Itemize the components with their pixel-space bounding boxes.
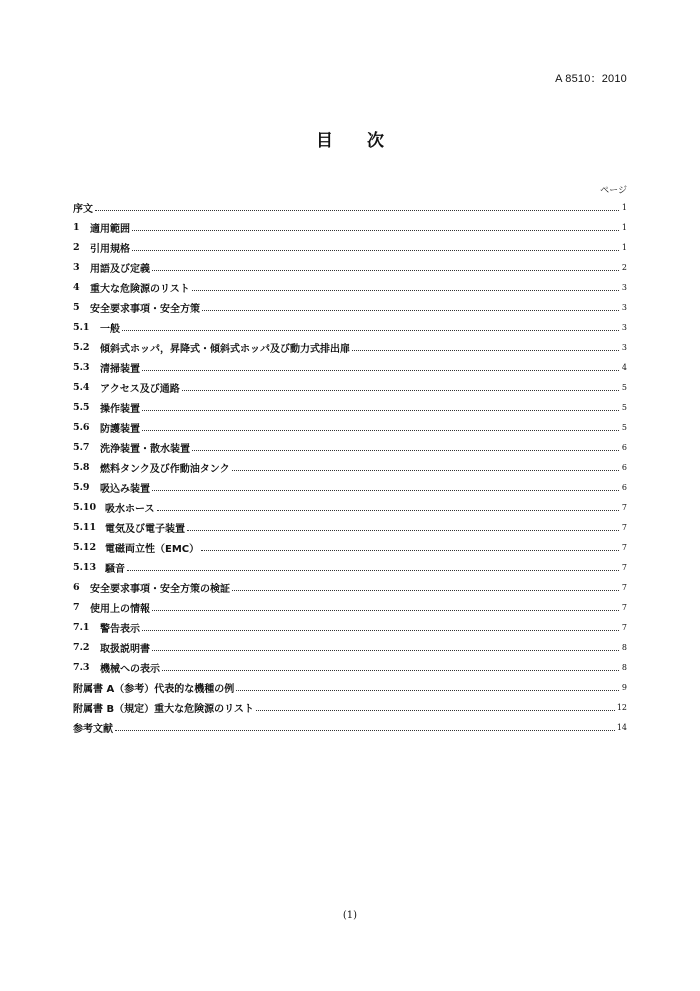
toc-entry-title: 使用上の情報 — [90, 603, 150, 615]
toc-entry[interactable] — [73, 477, 627, 497]
toc-entry[interactable] — [73, 697, 627, 717]
toc-entry-title: 操作装置 — [100, 403, 140, 415]
toc-entry-page: 3 — [621, 302, 627, 312]
page-title: 目 次 — [316, 131, 398, 151]
toc-entry-page: 3 — [621, 342, 627, 352]
dot-leader — [352, 350, 619, 351]
toc-entry-number: 1 — [73, 221, 80, 233]
toc-entry-number: 7 — [73, 601, 80, 613]
toc-entry-title: 吸水ホース — [105, 503, 155, 515]
page-number: (1) — [342, 910, 358, 921]
dot-leader — [152, 490, 619, 491]
dot-leader — [202, 310, 619, 311]
toc-entry-number: 7.3 — [73, 661, 90, 673]
toc-entry-page: 12 — [616, 702, 627, 712]
toc-entry-number: 5.10 — [73, 501, 97, 513]
dot-leader — [157, 510, 620, 511]
toc-entry-page: 7 — [621, 582, 627, 592]
toc-entry-number: 5.7 — [73, 441, 90, 453]
toc-entry-page: 7 — [621, 622, 627, 632]
toc-entry-number: 6 — [73, 581, 80, 593]
toc-entry-title: 引用規格 — [90, 243, 130, 255]
table-of-contents — [73, 197, 627, 737]
toc-entry-page: 5 — [621, 382, 627, 392]
toc-entry[interactable] — [73, 517, 627, 537]
toc-entry-page: 7 — [621, 522, 627, 532]
toc-entry-title: 洗浄装置・散水装置 — [100, 443, 190, 455]
dot-leader — [142, 430, 619, 431]
toc-entry-title: 電気及び電子装置 — [105, 523, 185, 535]
toc-entry-number: 5.4 — [73, 381, 90, 393]
toc-entry-page: 14 — [616, 722, 627, 732]
toc-entry[interactable] — [73, 437, 627, 457]
toc-entry-number: 5.11 — [73, 521, 97, 533]
toc-entry[interactable] — [73, 357, 627, 377]
dot-leader — [142, 370, 619, 371]
toc-entry-title: 安全要求事項・安全方策 — [90, 303, 200, 315]
toc-entry-title: 附属書 A（参考）代表的な機種の例 — [73, 683, 235, 695]
toc-entry-number: 7.2 — [73, 641, 90, 653]
toc-entry-title: 清掃装置 — [100, 363, 140, 375]
dot-leader — [256, 710, 615, 711]
toc-entry-title: 傾斜式ホッパ，昇降式・傾斜式ホッパ及び動力式排出扉 — [100, 343, 350, 355]
dot-leader — [152, 650, 619, 651]
toc-entry-title: 燃料タンク及び作動油タンク — [100, 463, 230, 475]
toc-entry-number: 5.5 — [73, 401, 90, 413]
toc-entry-title: 警告表示 — [100, 623, 140, 635]
document-number: A 8510：2010 — [555, 73, 627, 85]
toc-entry-title: 適用範囲 — [90, 223, 130, 235]
toc-entry[interactable] — [73, 237, 627, 257]
toc-entry-title: 附属書 B（規定）重大な危険源のリスト — [73, 703, 254, 715]
toc-entry-number: 5.13 — [73, 561, 97, 573]
toc-entry-number: 5.3 — [73, 361, 90, 373]
toc-entry-number: 7.1 — [73, 621, 90, 633]
dot-leader — [201, 550, 619, 551]
toc-entry[interactable] — [73, 557, 627, 577]
toc-entry-title: 取扱説明書 — [100, 643, 150, 655]
toc-entry[interactable] — [73, 277, 627, 297]
toc-entry-number: 2 — [73, 241, 80, 253]
toc-entry[interactable] — [73, 637, 627, 657]
toc-entry-page: 7 — [621, 562, 627, 572]
dot-leader — [187, 530, 619, 531]
toc-entry[interactable] — [73, 457, 627, 477]
toc-entry-page: 7 — [621, 502, 627, 512]
toc-entry[interactable] — [73, 717, 627, 737]
toc-entry-title: 電磁両立性（EMC） — [105, 543, 200, 555]
dot-leader — [142, 410, 619, 411]
toc-entry-title: 用語及び定義 — [90, 263, 150, 275]
toc-entry[interactable] — [73, 417, 627, 437]
dot-leader — [162, 670, 619, 671]
toc-entry-number: 5.8 — [73, 461, 90, 473]
toc-entry-page: 5 — [621, 402, 627, 412]
toc-entry-page: 1 — [621, 202, 627, 212]
dot-leader — [192, 450, 619, 451]
toc-entry[interactable] — [73, 677, 627, 697]
toc-entry-number: 4 — [73, 281, 80, 293]
toc-entry-page: 7 — [621, 602, 627, 612]
dot-leader — [142, 630, 619, 631]
dot-leader — [152, 610, 619, 611]
toc-entry-page: 6 — [621, 442, 627, 452]
toc-entry[interactable] — [73, 597, 627, 617]
toc-entry[interactable] — [73, 397, 627, 417]
toc-entry-page: 1 — [621, 222, 627, 232]
toc-entry-number: 5.2 — [73, 341, 90, 353]
toc-entry[interactable] — [73, 317, 627, 337]
toc-entry-title: 参考文献 — [73, 723, 113, 735]
toc-entry-number: 5.6 — [73, 421, 90, 433]
toc-entry[interactable] — [73, 297, 627, 317]
dot-leader — [182, 390, 619, 391]
toc-entry-page: 6 — [621, 462, 627, 472]
dot-leader — [115, 730, 615, 731]
toc-entry-title: 序文 — [73, 203, 93, 215]
dot-leader — [152, 270, 619, 271]
toc-entry-number: 5 — [73, 301, 80, 313]
toc-entry[interactable] — [73, 217, 627, 237]
dot-leader — [236, 690, 619, 691]
toc-entry[interactable] — [73, 337, 627, 357]
toc-entry-title: 重大な危険源のリスト — [90, 283, 190, 295]
dot-leader — [132, 250, 619, 251]
dot-leader — [127, 570, 619, 571]
toc-entry-title: 安全要求事項・安全方策の検証 — [90, 583, 230, 595]
toc-entry-title: 吸込み装置 — [100, 483, 150, 495]
toc-entry[interactable] — [73, 257, 627, 277]
toc-entry-page: 3 — [621, 282, 627, 292]
dot-leader — [132, 230, 619, 231]
toc-entry-page: 6 — [621, 482, 627, 492]
toc-entry-title: 機械への表示 — [100, 663, 160, 675]
toc-entry-number: 3 — [73, 261, 80, 273]
toc-entry[interactable] — [73, 497, 627, 517]
dot-leader — [192, 290, 619, 291]
toc-entry-page: 8 — [621, 642, 627, 652]
toc-entry[interactable] — [73, 197, 627, 217]
dot-leader — [95, 210, 619, 211]
toc-entry-page: 8 — [621, 662, 627, 672]
toc-entry-number: 5.12 — [73, 541, 97, 553]
dot-leader — [232, 590, 619, 591]
toc-entry-title: アクセス及び通路 — [100, 383, 180, 395]
page-column-label: ページ — [600, 186, 627, 196]
toc-entry-title: 一般 — [100, 323, 120, 335]
toc-entry-title: 防護装置 — [100, 423, 140, 435]
toc-entry[interactable] — [73, 657, 627, 677]
toc-entry[interactable] — [73, 377, 627, 397]
toc-entry-page: 2 — [621, 262, 627, 272]
toc-entry-page: 3 — [621, 322, 627, 332]
toc-entry-number: 5.1 — [73, 321, 90, 333]
toc-entry[interactable] — [73, 577, 627, 597]
toc-entry-number: 5.9 — [73, 481, 90, 493]
toc-entry-page: 4 — [621, 362, 627, 372]
toc-entry-title: 騒音 — [105, 563, 125, 575]
toc-entry-page: 9 — [621, 682, 627, 692]
toc-entry[interactable] — [73, 537, 627, 557]
toc-entry-page: 7 — [621, 542, 627, 552]
dot-leader — [122, 330, 619, 331]
toc-entry[interactable] — [73, 617, 627, 637]
toc-entry-page: 5 — [621, 422, 627, 432]
toc-entry-page: 1 — [621, 242, 627, 252]
dot-leader — [232, 470, 619, 471]
